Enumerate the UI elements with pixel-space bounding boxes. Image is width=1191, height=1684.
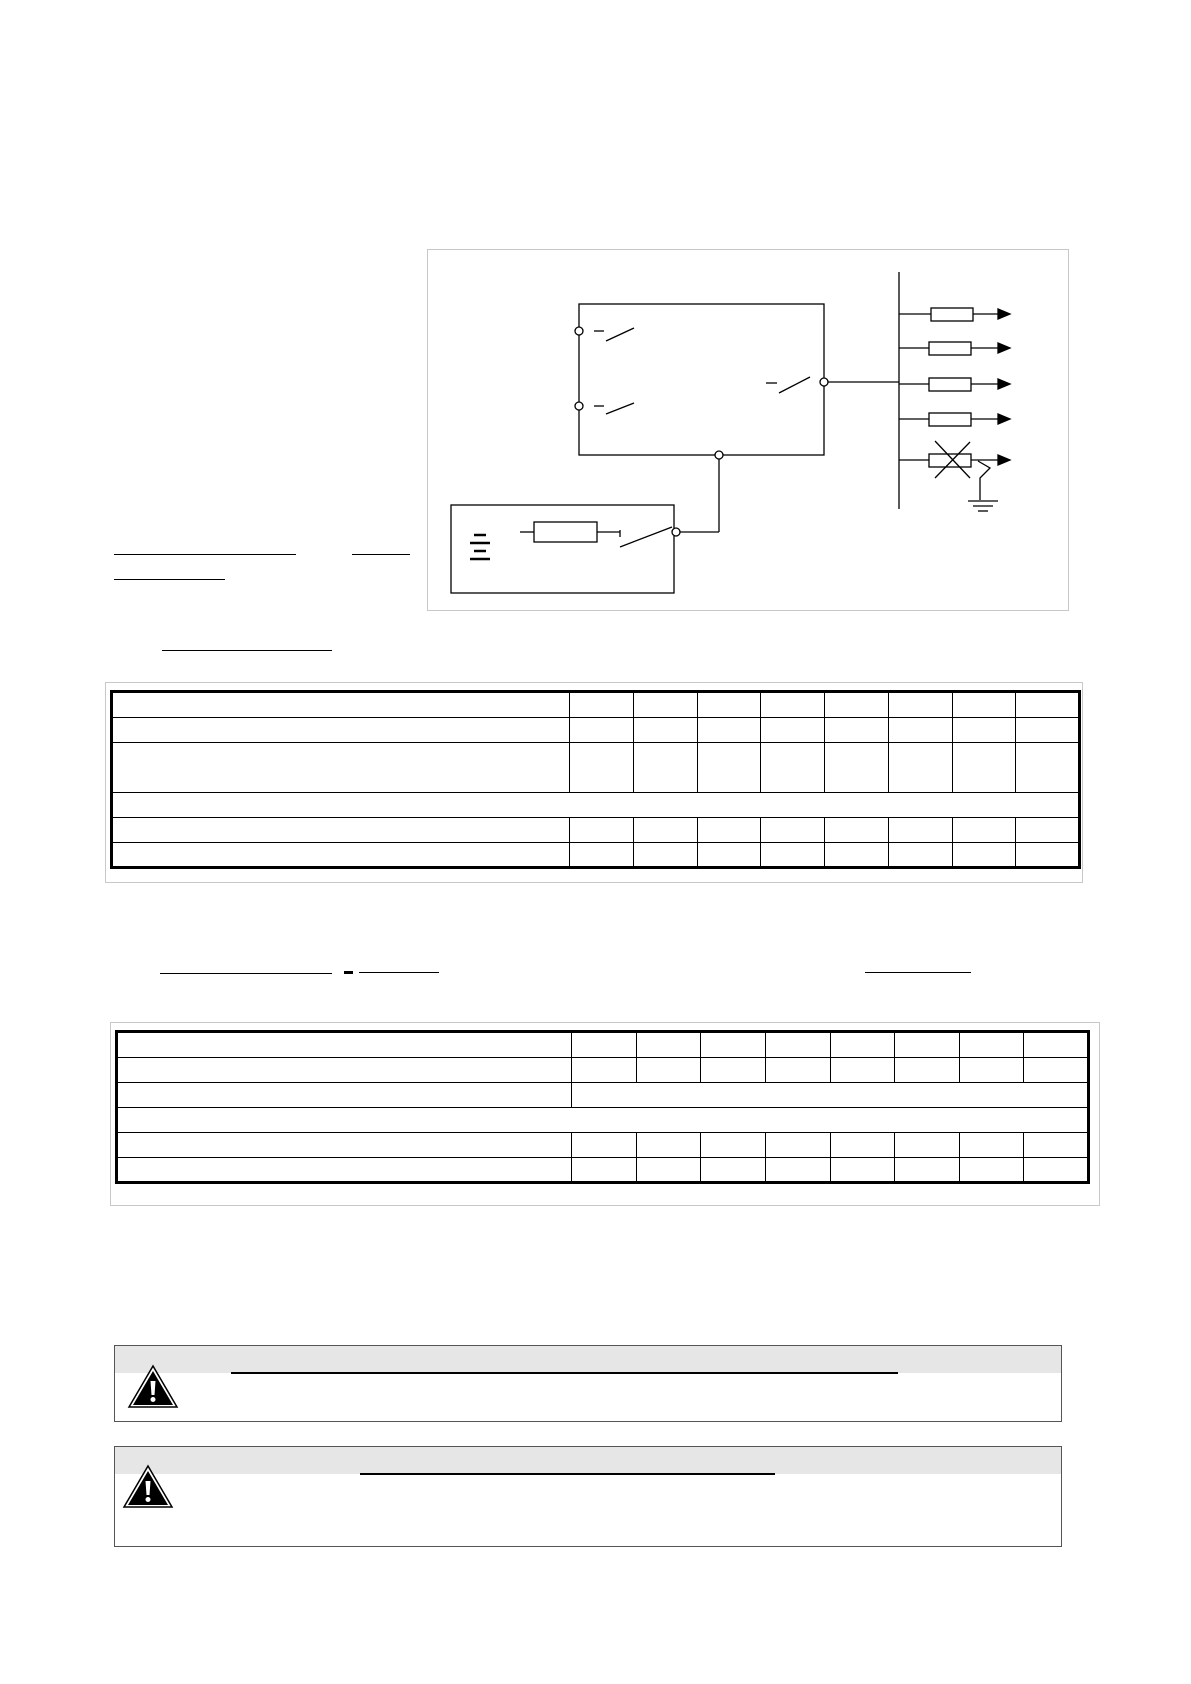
table2-row [117, 1058, 1089, 1083]
table1-cell [952, 743, 1016, 793]
table1-cell [697, 718, 761, 743]
table1-cell [825, 818, 889, 843]
table2-cell [701, 1158, 766, 1183]
warning-box-2-header [115, 1447, 1061, 1474]
output-terminal [820, 378, 828, 386]
table2-cell [895, 1133, 960, 1158]
output-circuit-5-fault [899, 441, 1010, 500]
table1-cell [633, 818, 697, 843]
table1-cell [952, 718, 1016, 743]
table1-row-label [112, 843, 570, 868]
section2-heading-dash [344, 971, 353, 974]
table2-row-label [117, 1158, 572, 1183]
table2-cell [1024, 1158, 1089, 1183]
table1-row [112, 793, 1080, 818]
table1-cell [1016, 718, 1080, 743]
table1-row-label [112, 692, 570, 718]
table2 [115, 1030, 1090, 1184]
output-circuit-1 [899, 308, 1010, 321]
left-text-underline-3 [114, 579, 225, 580]
section2-heading-right-underline [865, 972, 971, 973]
table1-row [112, 843, 1080, 868]
section2-heading-suffix-underline [359, 972, 439, 973]
table1-cell [697, 743, 761, 793]
table2-cell [959, 1058, 1024, 1083]
table1-cell [888, 692, 952, 718]
table1-cell [888, 818, 952, 843]
table1-cell [570, 743, 634, 793]
table1 [110, 690, 1081, 869]
table2-row-label [117, 1058, 572, 1083]
table2-cell [572, 1158, 637, 1183]
output-circuit-2 [899, 342, 1010, 355]
circuit-diagram [0, 0, 1191, 700]
table1-cell [888, 743, 952, 793]
section1-heading-underline [162, 650, 332, 651]
input-terminal-2 [575, 402, 583, 410]
supply-unit-box [451, 505, 674, 593]
table1-cell [825, 718, 889, 743]
table1-cell [570, 843, 634, 868]
table1-row-label [112, 818, 570, 843]
table2-cell [636, 1133, 701, 1158]
table2-merged-cell [572, 1083, 1089, 1108]
table1-row [112, 692, 1080, 718]
warning-box-2 [114, 1446, 1062, 1547]
table2-cell [959, 1158, 1024, 1183]
table1-cell [952, 843, 1016, 868]
supply-link-terminal [715, 451, 723, 459]
table2-cell [572, 1058, 637, 1083]
table1-row [112, 718, 1080, 743]
table2-cell [572, 1032, 637, 1058]
table2-cell [701, 1058, 766, 1083]
table1-cell [761, 743, 825, 793]
table2-cell [959, 1133, 1024, 1158]
table1-cell [633, 718, 697, 743]
table2-cell [1024, 1032, 1089, 1058]
table2-row-label [117, 1133, 572, 1158]
table2-row-label [117, 1083, 572, 1108]
table1-row-label [112, 718, 570, 743]
table2-cell [1024, 1133, 1089, 1158]
table2-cell [830, 1133, 895, 1158]
warning-box-2-title-underline [360, 1473, 775, 1475]
table1-cell [761, 818, 825, 843]
battery-icon [470, 535, 490, 559]
table2-row [117, 1032, 1089, 1058]
left-text-underline-2 [352, 554, 410, 555]
table1-cell [761, 692, 825, 718]
table1-cell [570, 692, 634, 718]
table2-cell [765, 1158, 830, 1183]
table2-cell [830, 1158, 895, 1183]
table2-row [117, 1158, 1089, 1183]
table2-cell [765, 1133, 830, 1158]
table2-cell [701, 1133, 766, 1158]
warning-triangle-icon [122, 1464, 174, 1510]
table1-section-row [112, 793, 1080, 818]
input-terminal-1 [575, 327, 583, 335]
table1-cell [825, 743, 889, 793]
table1-cell [697, 843, 761, 868]
table1-cell [697, 692, 761, 718]
warning-box-1 [114, 1345, 1062, 1422]
table2-cell [1024, 1058, 1089, 1083]
table1-cell [888, 718, 952, 743]
table2-row [117, 1108, 1089, 1133]
table2-row [117, 1083, 1089, 1108]
table1-cell [570, 818, 634, 843]
table1-cell [633, 692, 697, 718]
table2-row [117, 1133, 1089, 1158]
table2-cell [895, 1058, 960, 1083]
table2-row-label [117, 1032, 572, 1058]
table1-cell [633, 843, 697, 868]
table1-cell [1016, 743, 1080, 793]
table1-row [112, 743, 1080, 793]
table1-cell [1016, 843, 1080, 868]
table1-cell [761, 843, 825, 868]
table1-cell [825, 692, 889, 718]
table2-cell [636, 1158, 701, 1183]
table1-row [112, 818, 1080, 843]
left-text-underline-1 [114, 554, 296, 555]
warning-box-1-title-underline [231, 1372, 898, 1374]
section2-heading-underline [160, 973, 332, 974]
table1-row-label [112, 743, 570, 793]
table2-cell [636, 1058, 701, 1083]
ground-icon [968, 501, 998, 511]
table2-cell [701, 1032, 766, 1058]
table1-cell [952, 692, 1016, 718]
table1-cell [570, 718, 634, 743]
output-circuit-3 [899, 378, 1010, 391]
table2-cell [765, 1032, 830, 1058]
table2-cell [959, 1032, 1024, 1058]
table2-cell [765, 1058, 830, 1083]
table1-cell [888, 843, 952, 868]
warning-box-1-header [115, 1346, 1061, 1373]
table2-cell [895, 1158, 960, 1183]
table2-cell [895, 1032, 960, 1058]
table2-cell [830, 1058, 895, 1083]
table1-cell [1016, 818, 1080, 843]
table1-cell [825, 843, 889, 868]
table2-section-row [117, 1108, 1089, 1133]
table2-cell [830, 1032, 895, 1058]
warning-triangle-icon [127, 1364, 179, 1410]
table2-cell [572, 1133, 637, 1158]
table1-cell [633, 743, 697, 793]
control-unit-box [579, 304, 824, 455]
supply-fuse [534, 522, 597, 542]
table1-cell [952, 818, 1016, 843]
table2-cell [636, 1032, 701, 1058]
output-circuit-4 [899, 413, 1010, 426]
table1-cell [761, 718, 825, 743]
table1-cell [1016, 692, 1080, 718]
table1-cell [697, 818, 761, 843]
